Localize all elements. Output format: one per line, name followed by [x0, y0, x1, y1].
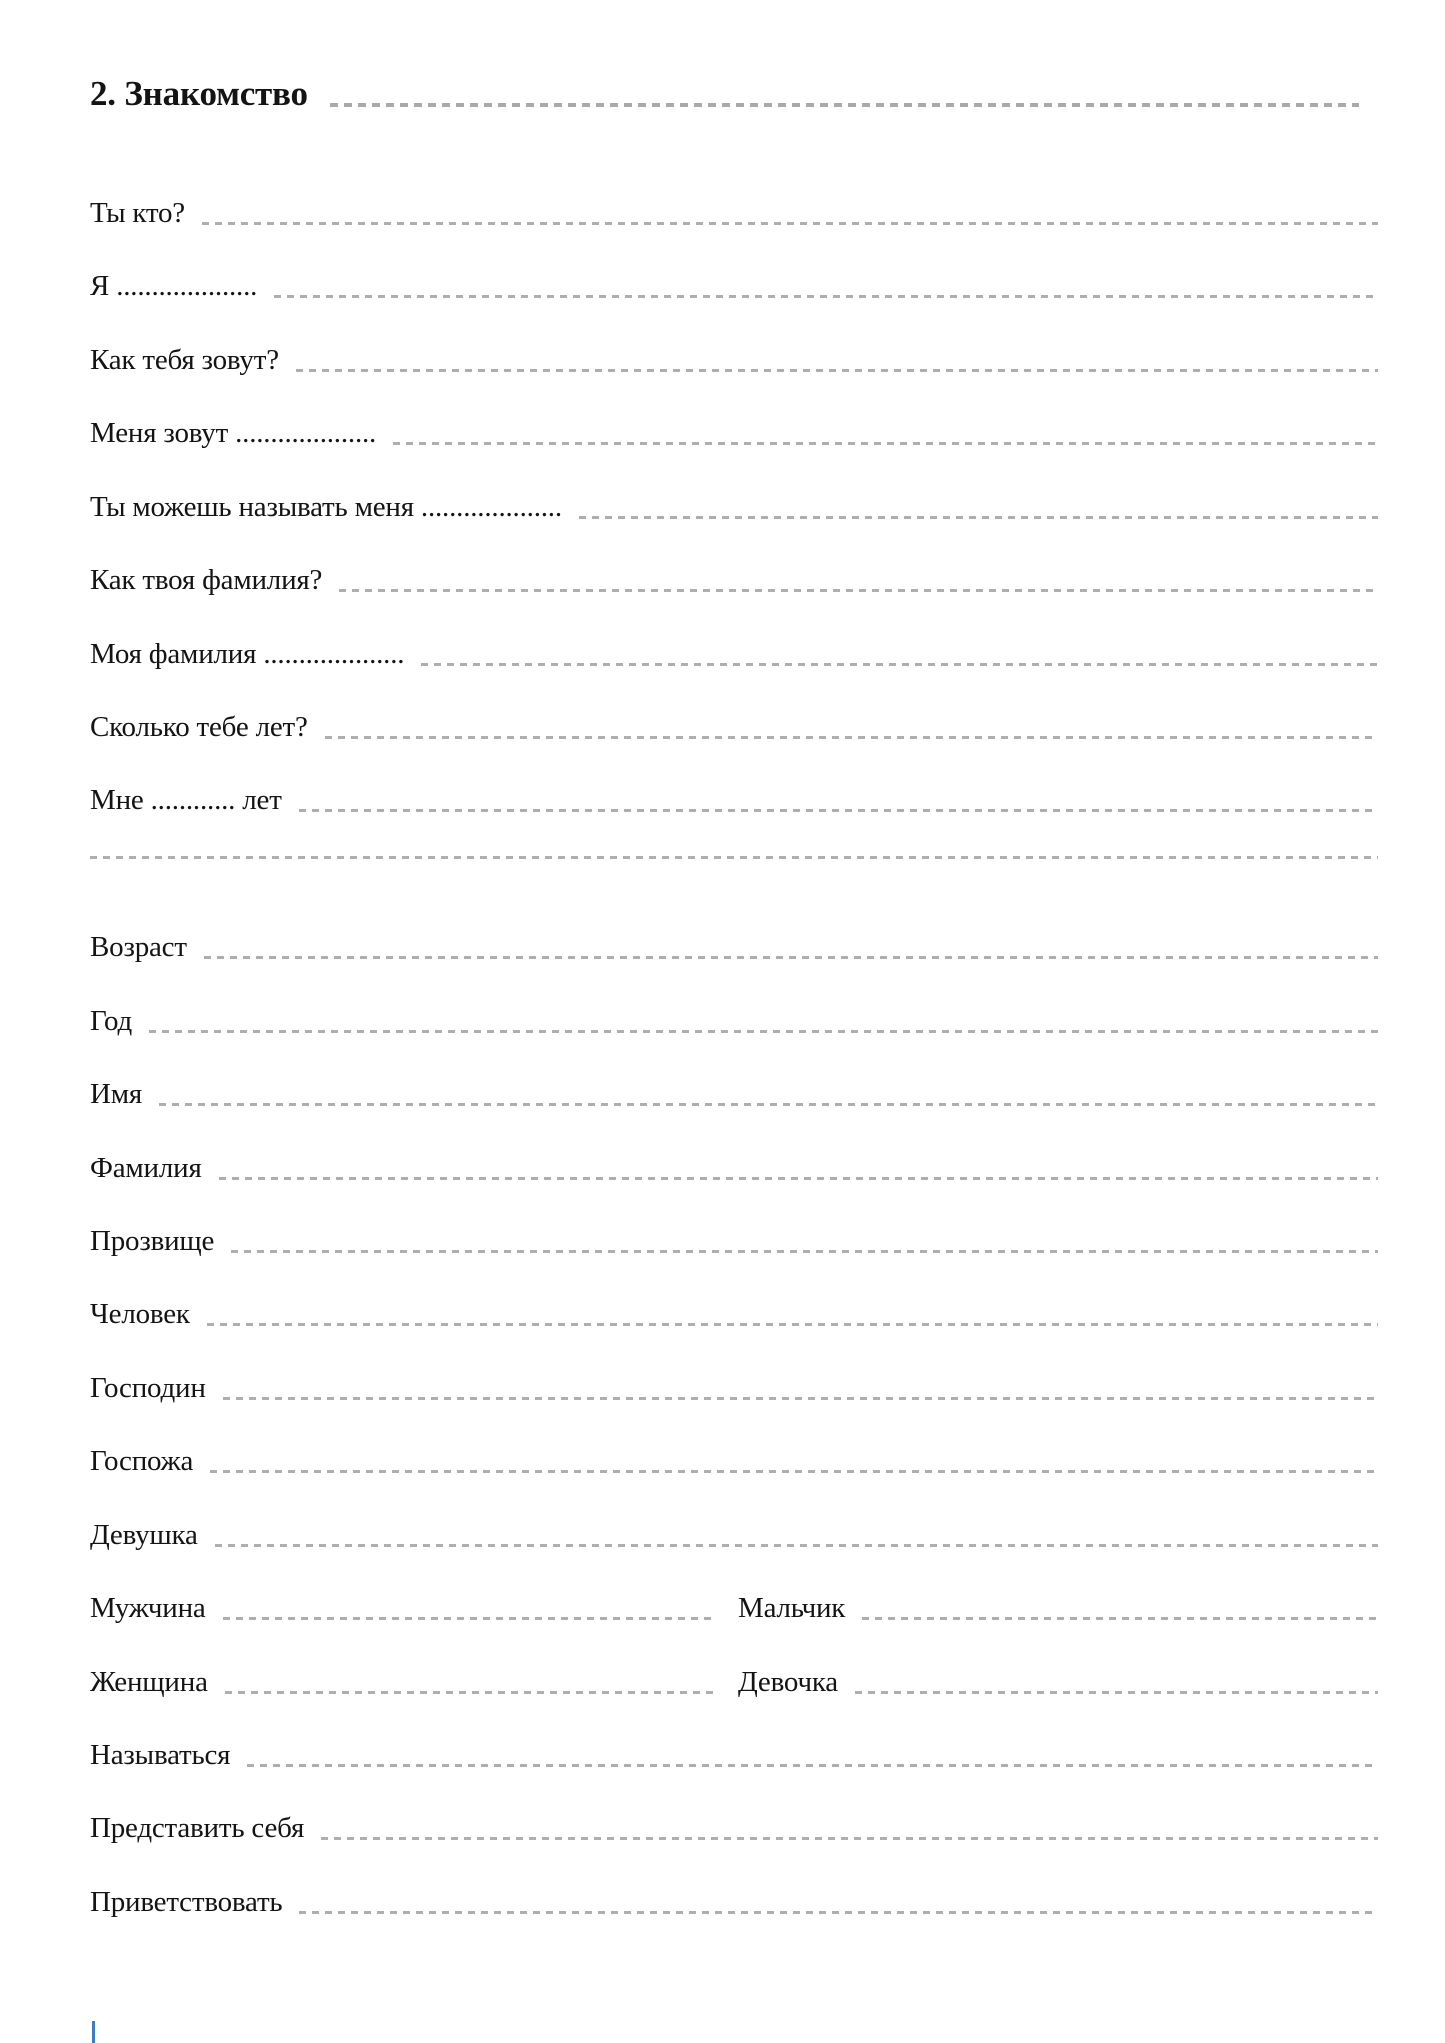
- fill-in-line: [215, 1544, 1378, 1547]
- worksheet-row: [90, 1517, 1378, 1554]
- worksheet-row: [90, 1223, 1378, 1260]
- worksheet-row: [90, 782, 1378, 819]
- title-dashed-rule: [330, 103, 1359, 107]
- row-label: Женщина: [90, 1665, 208, 1698]
- row-label: Приветствовать: [90, 1885, 283, 1918]
- row-label: Прозвище: [90, 1225, 215, 1258]
- worksheet-row: [90, 1737, 1378, 1774]
- section-header: [90, 72, 1359, 116]
- row-label: Как твоя фамилия?: [90, 564, 323, 597]
- row-column-left: [90, 1003, 1378, 1040]
- worksheet-row: [90, 415, 1378, 452]
- worksheet-row: [90, 929, 1378, 966]
- worksheet-row: [90, 1076, 1378, 1113]
- fill-in-line: [219, 1177, 1378, 1180]
- row-label: Сколько тебе лет?: [90, 711, 308, 743]
- row-label: Как тебя зовут?: [90, 343, 279, 376]
- row-column-left: [90, 1664, 715, 1701]
- row-column-left: [90, 1590, 715, 1627]
- row-label: Возраст: [90, 931, 187, 964]
- row-label: Мужчина: [90, 1592, 206, 1625]
- fill-in-line: [204, 956, 1378, 959]
- row-column-left: [90, 1884, 1378, 1921]
- row-label: Человек: [90, 1298, 190, 1331]
- row-label: Я ....................: [90, 270, 258, 303]
- row-column-left: [90, 489, 1378, 526]
- fill-in-line: [393, 442, 1378, 445]
- worksheet-row: [90, 1590, 1378, 1627]
- row-label: Госпожа: [90, 1445, 194, 1478]
- fill-in-line: [855, 1691, 1378, 1694]
- row-label: Девушка: [90, 1518, 198, 1551]
- fill-in-line: [159, 1103, 1378, 1106]
- row-label: Господин: [90, 1371, 206, 1404]
- worksheet-row: [90, 709, 1378, 746]
- worksheet-row: [90, 1664, 1378, 1701]
- row-column-right: [738, 1590, 1378, 1627]
- fill-in-line: [207, 1323, 1378, 1326]
- row-label: Имя: [90, 1078, 143, 1111]
- fill-in-line: [149, 1030, 1378, 1033]
- page-edge-mark: [92, 2021, 95, 2043]
- fill-in-line: [225, 1691, 715, 1694]
- fill-in-line: [274, 295, 1378, 298]
- row-column-left: [90, 709, 1378, 746]
- row-column-left: [90, 782, 1378, 819]
- row-label: Представить себя: [90, 1812, 305, 1845]
- worksheet-row: [90, 1443, 1378, 1480]
- row-column-left: [90, 1370, 1378, 1407]
- row-column-left: [90, 1150, 1378, 1187]
- fill-in-line: [321, 1837, 1378, 1840]
- row-column-left: [90, 1076, 1378, 1113]
- fill-in-line: [90, 856, 1378, 859]
- worksheet-row: [90, 1370, 1378, 1407]
- row-column-left: [90, 1296, 1378, 1333]
- row-column-left: [90, 1223, 1378, 1260]
- fill-in-line: [325, 736, 1378, 739]
- row-column-left: [90, 1810, 1378, 1847]
- worksheet-row: [90, 1810, 1378, 1847]
- row-label: Фамилия: [90, 1151, 202, 1184]
- fill-in-line: [223, 1397, 1378, 1400]
- worksheet-row: [90, 636, 1378, 673]
- row-column-left: [90, 929, 1378, 966]
- row-label: Мальчик: [738, 1592, 846, 1625]
- row-column-left: [90, 415, 1378, 452]
- row-label: Называться: [90, 1739, 231, 1772]
- fill-in-line: [299, 1911, 1378, 1914]
- row-column-left: [90, 636, 1378, 673]
- worksheet-row: [90, 489, 1378, 526]
- row-column-left: [90, 342, 1378, 379]
- fill-in-line: [223, 1617, 715, 1620]
- row-column-left: [90, 1517, 1378, 1554]
- worksheet-row: [90, 562, 1378, 599]
- row-label: Год: [90, 1004, 133, 1037]
- row-column-left: [90, 268, 1378, 305]
- worksheet-row: [90, 1150, 1378, 1187]
- worksheet-row: [90, 1884, 1378, 1921]
- worksheet-row: [90, 856, 1378, 866]
- row-column-right: [738, 1664, 1378, 1701]
- fill-in-line: [247, 1764, 1378, 1767]
- row-column-left: [90, 195, 1378, 232]
- fill-in-line: [339, 589, 1378, 592]
- row-label: Ты можешь называть меня ....................: [90, 490, 562, 523]
- row-column-left: [90, 1737, 1378, 1774]
- row-column-left: [90, 562, 1378, 599]
- row-column-left: [90, 856, 1378, 866]
- row-label: Девочка: [738, 1665, 838, 1698]
- row-label: Мне ............ лет: [90, 784, 282, 817]
- fill-in-line: [862, 1617, 1378, 1620]
- worksheet-row: [90, 268, 1378, 305]
- worksheet-row: [90, 195, 1378, 232]
- fill-in-line: [299, 809, 1378, 812]
- fill-in-line: [579, 516, 1378, 519]
- fill-in-line: [296, 369, 1378, 372]
- fill-in-line: [202, 222, 1378, 225]
- worksheet-row: [90, 342, 1378, 379]
- row-column-left: [90, 1443, 1378, 1480]
- row-label: Ты кто?: [90, 197, 185, 229]
- worksheet-row: [90, 1003, 1378, 1040]
- fill-in-line: [210, 1470, 1378, 1473]
- row-label: Моя фамилия ....................: [90, 637, 405, 670]
- fill-in-line: [421, 663, 1378, 666]
- worksheet-row: [90, 1296, 1378, 1333]
- page-title: 2. Знакомство: [90, 74, 308, 113]
- row-label: Меня зовут ....................: [90, 417, 377, 450]
- fill-in-line: [231, 1250, 1378, 1253]
